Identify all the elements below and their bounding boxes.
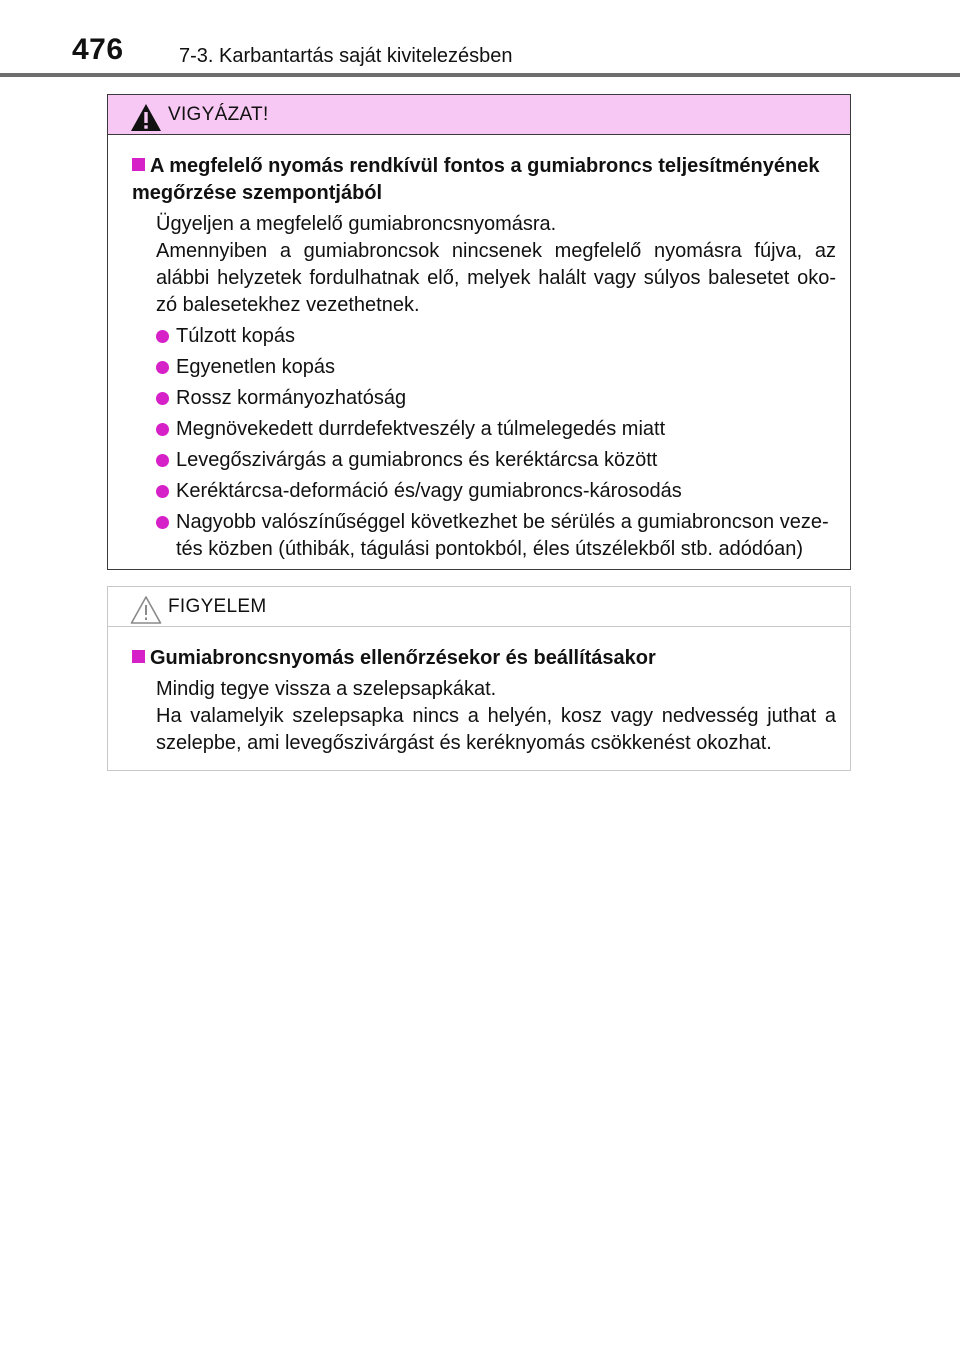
list-item-text: Megnövekedett durrdefektveszély a túlmelegedés miatt xyxy=(176,418,666,440)
list-item-text: Túlzott kopás xyxy=(176,325,295,347)
warning-box xyxy=(107,94,851,570)
bullet-dot-icon xyxy=(156,361,169,374)
caution-title: FIGYELEM xyxy=(168,596,267,617)
warning-body xyxy=(108,135,850,563)
bullet-dot-icon xyxy=(156,330,169,343)
list-item xyxy=(156,354,836,381)
warning-topic-heading xyxy=(132,153,836,207)
bullet-dot-icon xyxy=(156,485,169,498)
list-item xyxy=(156,416,836,443)
caution-paragraph: Mindig tegye vissza a szelepsapkákat. xyxy=(156,678,497,700)
bullet-dot-icon xyxy=(156,454,169,467)
list-item xyxy=(156,447,836,474)
list-item-text: Keréktárcsa-deformáció és/vagy gumiabroncs-károsodás xyxy=(176,480,682,502)
page-header xyxy=(0,0,960,78)
warning-triangle-filled-icon xyxy=(130,103,162,133)
list-item-text: Levegőszivárgás a gumiabroncs és keréktárcsa között xyxy=(176,449,658,471)
list-item xyxy=(156,478,836,505)
square-marker-icon xyxy=(132,158,145,171)
warning-paragraph: Ügyeljen a megfelelő gumiabroncsnyomásra. xyxy=(156,213,557,235)
caution-body xyxy=(108,627,850,757)
header-rule xyxy=(0,73,960,77)
caution-heading-text: Gumiabroncsnyomás ellenőrzésekor és beállításakor xyxy=(150,647,656,669)
list-item-text: Nagyobb valószínűséggel következhet be sérülés a gumiabroncson veze-tés közben (úthibák, tágulási pontokból, éles útszélekből stb. adódóan) xyxy=(176,511,829,560)
warning-heading-text: A megfelelő nyomás rendkívül fontos a gumiabroncs teljesítményének megőrzése szempontjából xyxy=(132,155,820,204)
bullet-dot-icon xyxy=(156,423,169,436)
list-item xyxy=(156,385,836,412)
caution-box xyxy=(107,586,851,771)
caution-triangle-outline-icon xyxy=(130,595,162,625)
warning-bullet-list xyxy=(132,323,836,563)
caution-paragraphs xyxy=(132,676,836,757)
bullet-dot-icon xyxy=(156,516,169,529)
warning-header xyxy=(108,95,850,135)
list-item-text: Egyenetlen kopás xyxy=(176,356,336,378)
page-number: 476 xyxy=(72,33,124,66)
bullet-dot-icon xyxy=(156,392,169,405)
caution-paragraph: Ha valamelyik szelepsapka nincs a helyén, kosz vagy nedvesség juthat a szelepbe, ami levegőszivárgást és keréknyomás csökkenést okozhat. xyxy=(156,705,836,754)
list-item xyxy=(156,323,836,350)
section-title: 7-3. Karbantartás saját kivitelezésben xyxy=(179,45,513,67)
warning-title: VIGYÁZAT! xyxy=(168,104,269,125)
square-marker-icon xyxy=(132,650,145,663)
list-item-text: Rossz kormányozhatóság xyxy=(176,387,407,409)
caution-header xyxy=(108,587,850,627)
caution-topic-heading xyxy=(132,645,836,672)
warning-paragraphs xyxy=(132,211,836,319)
warning-paragraph: Amennyiben a gumiabroncsok nincsenek megfelelő nyomásra fújva, az alábbi helyzetek fordulhatnak elő, melyek halált vagy súlyos balesetet oko-zó balesetekhez vezethetnek. xyxy=(156,240,836,316)
list-item xyxy=(156,509,836,563)
